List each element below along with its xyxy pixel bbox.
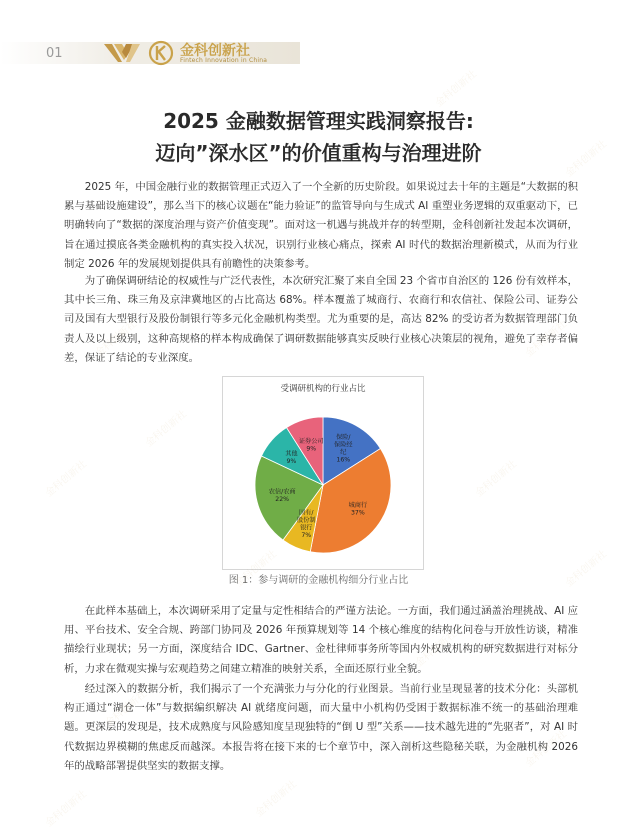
logo-name: 金科创新社 <box>180 43 250 59</box>
paragraph-sample: 为了确保调研结论的权威性与广泛代表性，本次研究汇聚了来自全国 23 个省市自治区的 126 份有效样本，其中长三角、珠三角及京津冀地区的占比高达 68%。样本覆盖了城商行、农商行和农信社、保险公司、证券公司及国有大型银行及股份制银行等多元化金融机构类型。尤为重要的是，高达 82% 的受访者为数据管理部门负责人及以上级别，这种高规格的样本构成确保了调研数据能够真实反映行业核心决策层的视角，避免了幸存者偏差，保证了结论的专业深度。 <box>64 275 578 364</box>
industry-pie-chart <box>222 376 424 570</box>
paragraph-intro: 2025 年，中国金融行业的数据管理正式迈入了一个全新的历史阶段。如果说过去十年的主题是“大数据的积累与基础设施建设”，那么当下的核心议题在“能力验证”的监管导向与生成式 AI 重塑业务逻辑的双重驱动下，已明确转向了“数据的深度治理与资产价值变现”。面对这一机遇与挑战并存的转型期，金科创新社发起本次调研，旨在通过摸底各类金融机构的真实投入状况，识别行业核心痛点，探索 AI 时代的数据治理新模式，从而为行业制定 2026 年的发展规划提供具有前瞻性的决策参考。 <box>64 181 578 270</box>
chevron-decoration-icon <box>104 44 144 64</box>
watermark-text: 金科创新社 <box>433 68 479 110</box>
report-title-line1: 2025 金融数据管理实践洞察报告: <box>163 109 474 133</box>
pie-slice-label: 农信/农商 22% <box>268 488 296 504</box>
page-header <box>0 0 637 80</box>
watermark-text: 金科创新社 <box>523 728 569 770</box>
watermark-text: 金科创新社 <box>563 548 609 590</box>
brand-logo <box>148 40 318 68</box>
watermark-text: 金科创新社 <box>143 408 189 450</box>
watermark-text: 金科创新社 <box>563 138 609 180</box>
paragraph-findings: 经过深入的数据分析，我们揭示了一个充满张力与分化的行业图景。当前行业呈现显著的技术分化：头部机构正通过“湖仓一体”与数据编织解决 AI 就绪度问题，而大量中小机构仍受困于数据标准不统一的基础治理难题。更深层的发现是，技术成熟度与风险感知度呈现独特的“倒 U 型”关系——技术越先进的“先驱者”，对 AI 时代数据边界模糊的焦虑反而越深。本报告将在接下来的七个章节中，深入剖析这些隐秘关联，为金融机构 2026 年的战略部署提供坚实的数据支撑。 <box>64 683 578 772</box>
chart-title: 受调研机构的行业占比 <box>280 384 366 394</box>
watermark-text: 金科创新社 <box>253 778 299 820</box>
pie-slice-label: 证券公司 9% <box>298 437 324 453</box>
watermark-text: 金科创新社 <box>43 788 89 830</box>
watermark-text: 金科创新社 <box>103 688 149 730</box>
pie-slice-label: 保险/保险经纪 16% <box>334 433 353 464</box>
pie-slice-label: 其他 9% <box>285 450 298 465</box>
watermark-text: 金科创新社 <box>413 628 459 670</box>
pie-slice-label: 国有/股份制银行 7% <box>296 509 316 539</box>
watermark-text: 金科创新社 <box>93 318 139 360</box>
logo-k-icon <box>148 40 174 66</box>
logo-tagline: Fintech Innovation in China <box>180 57 268 64</box>
pie-slice-label: 城商行 37% <box>348 501 368 517</box>
paragraph-methodology: 在此样本基础上，本次调研采用了定量与定性相结合的严谨方法论。一方面，我们通过涵盖治理挑战、AI 应用、平台技术、安全合规、跨部门协同及 2026 年预算规划等 14 个核心维度的结构化问卷与开放性访谈，精准描绘行业现状；另一方面，深度结合 IDC、Gartner、金杜律师事务所等国内外权威机构的研究数据进行对标分析，力求在微观实操与宏观趋势之间建立精准的映射关系，全面还原行业全貌。 <box>64 605 578 675</box>
watermark-text: 金科创新社 <box>473 458 519 500</box>
watermark-text: 金科创新社 <box>523 318 569 360</box>
report-title-line2: 迈向”深水区”的价值重构与治理进阶 <box>155 141 482 165</box>
figure-caption: 图 1：参与调研的金融机构细分行业占比 <box>228 575 409 586</box>
watermark-text: 金科创新社 <box>43 458 89 500</box>
pie-chart-svg <box>223 377 423 569</box>
page-number: 01 <box>46 46 63 61</box>
